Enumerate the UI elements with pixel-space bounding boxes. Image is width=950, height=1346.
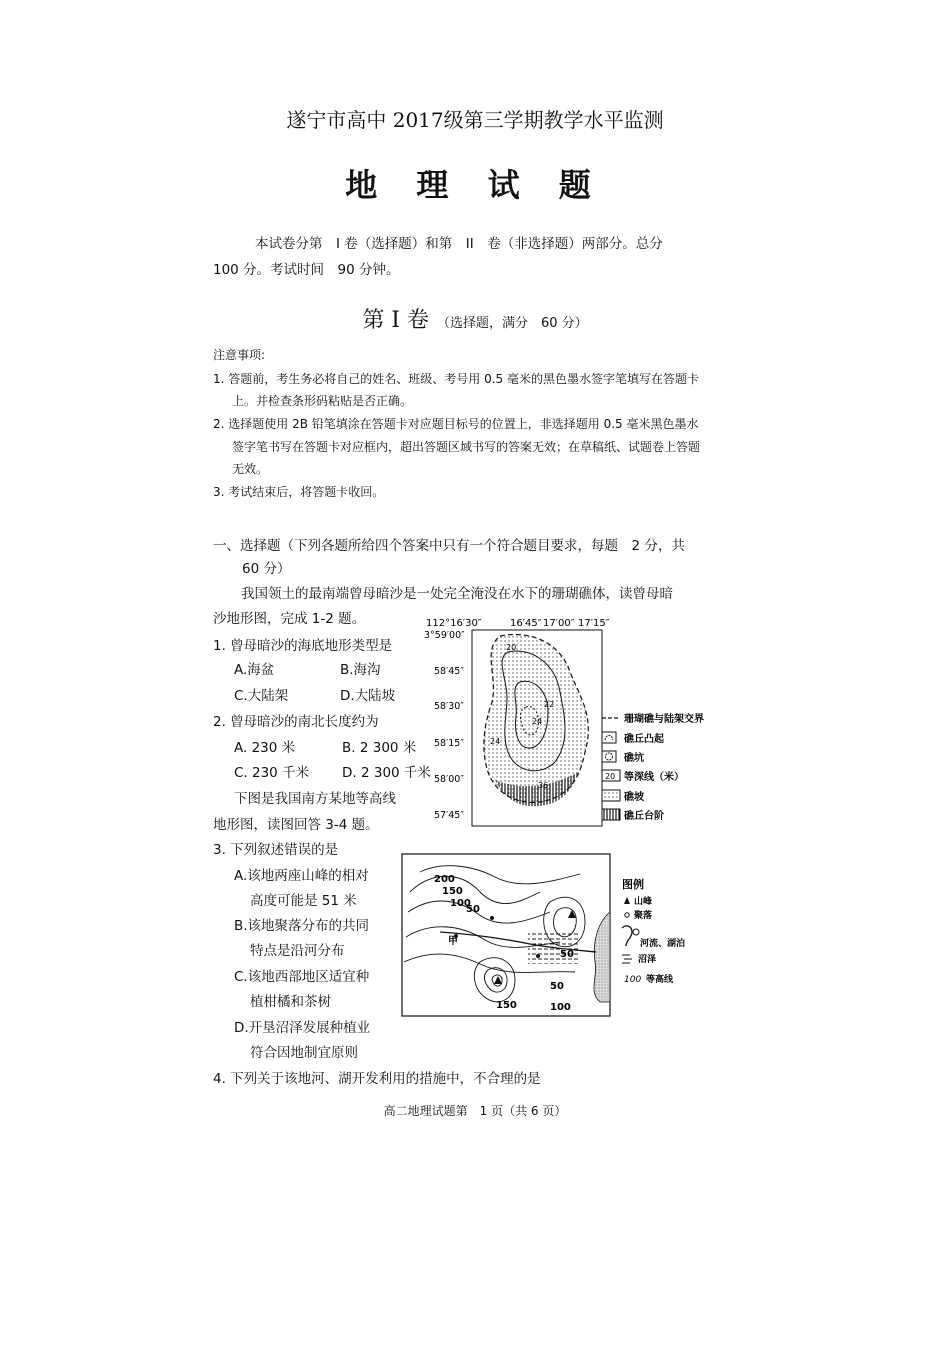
map1-depth-label-1: 20 xyxy=(506,643,517,652)
note-1-line-2: 上。并检查条形码粘贴是否正确。 xyxy=(232,394,413,408)
map1-legend-6: 礁丘台阶 xyxy=(624,811,664,822)
map2-contour-label-1: 200 xyxy=(434,874,455,885)
map1-lon-label-4: 17′15″ xyxy=(578,618,610,629)
map2-legend-contour-sample: 100 xyxy=(624,975,642,985)
legend-slope-symbol xyxy=(602,790,620,801)
question-1: 1. 曾母暗沙的海底地形类型是 xyxy=(213,638,393,654)
map2-contour-label-6: 50 xyxy=(550,981,564,992)
part1-heading-line-2: 60 分） xyxy=(242,561,291,577)
question-1-option-a: A.海盆 xyxy=(234,662,275,678)
map1-lon-label-1: 112°16′30″ xyxy=(426,618,482,629)
passage2-line-1: 下图是我国南方某地等高线 xyxy=(234,791,396,807)
contour-map xyxy=(400,852,710,1020)
question-3: 3. 下列叙述错误的是 xyxy=(213,842,339,858)
map1-depth-label-3: 24 xyxy=(532,717,543,726)
settlement-symbol-2 xyxy=(490,916,494,920)
intro-line-2: 100 分。考试时间 90 分钟。 xyxy=(213,262,400,278)
note-3: 3. 考试结束后，将答题卡收回。 xyxy=(213,485,385,499)
passage2-line-2: 地形图，读图回答 3-4 题。 xyxy=(213,817,379,833)
passage1-line-2: 沙地形图，完成 1-2 题。 xyxy=(213,611,366,627)
note-2-line-2: 签字笔书写在答题卡对应框内，超出答题区域书写的答案无效；在草稿纸、试题卷上答题 xyxy=(232,440,701,454)
question-2-option-a: A. 230 米 xyxy=(234,740,296,756)
note-2-line-3: 无效。 xyxy=(232,462,269,476)
part1-heading-line-1: 一、选择题（下列各题所给四个答案中只有一个符合题目要求，每题 2 分，共 xyxy=(213,538,685,554)
map2-contour-label-5: 50 xyxy=(560,949,574,960)
zengmu-ansha-map xyxy=(420,612,730,827)
map1-lat-label-5: 58′00″ xyxy=(434,774,464,785)
map1-legend-depth-sample: 20 xyxy=(605,772,616,781)
map2-contour-label-8: 150 xyxy=(496,1000,517,1011)
section-title-main: 第 I 卷 xyxy=(362,308,429,333)
map2-contour-label-2: 150 xyxy=(442,886,463,897)
note-1-line-1: 1. 答题前，考生务必将自己的姓名、班级、考号用 0.5 毫米的黑色墨水签字笔填写在答题卡 xyxy=(213,372,699,386)
map1-legend-2: 礁丘凸起 xyxy=(624,734,664,745)
legend-settlement-symbol xyxy=(625,913,629,917)
question-3-option-c-line-2: 植柑橘和茶树 xyxy=(250,994,331,1010)
intro-line-1: 本试卷分第 I 卷（选择题）和第 II 卷（非选择题）两部分。总分 xyxy=(255,236,663,252)
question-3-option-a-line-2: 高度可能是 51 米 xyxy=(250,893,357,909)
map2-legend-1: 山峰 xyxy=(634,897,653,907)
question-2-option-c: C. 230 千米 xyxy=(234,765,310,781)
map1-legend-3: 礁坑 xyxy=(624,753,644,764)
map1-lat-label-4: 58′15″ xyxy=(434,738,464,749)
passage1-line-1: 我国领土的最南端曾母暗沙是一处完全淹没在水下的珊瑚礁体，读曾母暗 xyxy=(241,586,673,602)
page-footer: 高二地理试题第 1 页（共 6 页） xyxy=(383,1104,567,1118)
question-3-option-d-line-2: 符合因地制宜原则 xyxy=(250,1045,358,1061)
map1-lon-label-3: 17′00″ xyxy=(543,618,575,629)
legend-terrace-symbol xyxy=(602,809,620,820)
map1-depth-label-4: 36 xyxy=(538,781,549,790)
map2-legend-2: 聚落 xyxy=(634,911,653,921)
question-1-option-d: D.大陆坡 xyxy=(340,688,396,704)
map2-contour-label-7: 100 xyxy=(550,1002,571,1013)
question-1-option-c: C.大陆架 xyxy=(234,688,289,704)
map2-contour-label-3: 100 xyxy=(450,898,471,909)
question-3-option-d-line-1: D.开垦沼泽发展种植业 xyxy=(234,1020,371,1036)
map1-depth-label-5: 24 xyxy=(490,737,501,746)
map1-lat-label-6: 57′45″ xyxy=(434,810,464,821)
note-2-line-1: 2. 选择题使用 2B 铅笔填涂在答题卡对应题目标号的位置上，非选择题用 0.5 毫米黑色墨水 xyxy=(213,417,699,431)
question-2: 2. 曾母暗沙的南北长度约为 xyxy=(213,714,379,730)
map1-legend-4: 等深线（米） xyxy=(624,772,684,783)
legend-swamp-symbol xyxy=(622,955,632,963)
question-2-option-b: B. 2 300 米 xyxy=(342,740,417,756)
question-2-option-d: D. 2 300 千米 xyxy=(342,765,431,781)
map2-contour-label-4: 50 xyxy=(466,904,480,915)
map1-legend-1: 珊瑚礁与陆架交界 xyxy=(624,714,704,725)
map2-legend-4: 沼泽 xyxy=(638,955,657,965)
legend-mound-symbol xyxy=(602,732,616,743)
question-3-option-a-line-1: A.该地两座山峰的相对 xyxy=(234,868,369,884)
map2-legend-title: 图例 xyxy=(622,878,644,891)
section-title-sub: （选择题，满分 60 分） xyxy=(437,316,588,331)
map2-legend-3: 河流、湖泊 xyxy=(640,939,686,949)
question-1-option-b: B.海沟 xyxy=(340,662,381,678)
notes-heading: 注意事项: xyxy=(213,348,266,362)
map2-legend-5: 等高线 xyxy=(646,975,674,985)
question-4: 4. 下列关于该地河、湖开发利用的措施中，不合理的是 xyxy=(213,1071,541,1087)
exam-subtitle: 遂宁市高中 2017级第三学期教学水平监测 xyxy=(286,108,664,132)
map1-lat-label-2: 58′45″ xyxy=(434,666,464,677)
question-3-option-c-line-1: C.该地西部地区适宜种 xyxy=(234,969,370,985)
map1-lon-label-2: 16′45″ xyxy=(510,618,542,629)
question-3-option-b-line-2: 特点是沿河分布 xyxy=(250,943,345,959)
map1-lat-label-3: 58′30″ xyxy=(434,701,464,712)
section-title xyxy=(0,303,950,334)
map2-place-label: 甲 xyxy=(448,936,458,947)
legend-river-symbol xyxy=(622,926,632,946)
settlement-symbol-3 xyxy=(536,954,540,958)
exam-title: 地 理 试 题 xyxy=(345,166,605,204)
map1-lat-label-1: 3°59′00″ xyxy=(424,630,465,641)
legend-peak-symbol xyxy=(624,897,630,904)
question-3-option-b-line-1: B.该地聚落分布的共同 xyxy=(234,918,370,934)
map1-legend-5: 礁坡 xyxy=(624,792,644,803)
map1-depth-label-2: 22 xyxy=(544,700,555,709)
